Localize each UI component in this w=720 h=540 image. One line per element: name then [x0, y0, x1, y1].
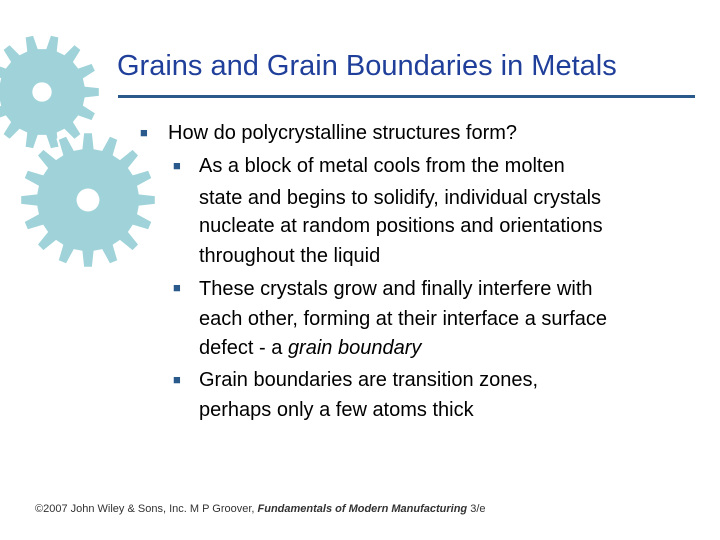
sub-bullet-2-line-3	[199, 336, 421, 360]
gear-icon	[20, 132, 156, 268]
footer-copyright: ©2007 John Wiley & Sons, Inc.	[35, 503, 187, 515]
footer-author: M P Groover,	[186, 503, 258, 515]
gear-hub	[32, 82, 51, 101]
sub-bullet-2-line-1: These crystals grow and finally interfere with	[199, 278, 593, 300]
footer-book-title: Fundamentals of Modern Manufacturing	[257, 503, 468, 515]
grain-boundary-term: grain boundary	[287, 337, 422, 359]
sub-bullet-1-line-1: As a block of metal cools from the molten	[199, 155, 565, 177]
sub-bullet-1-line-4: throughout the liquid	[199, 245, 381, 267]
bullet-marker-icon: ■	[173, 372, 181, 387]
footer-edition: 3/e	[467, 503, 486, 515]
sub-bullet-3-line-2: perhaps only a few atoms thick	[199, 399, 474, 421]
title-underline	[118, 95, 695, 98]
sub-bullet-2-prefix: defect ‑ a	[199, 337, 288, 359]
bullet-marker-icon: ■	[173, 280, 181, 295]
sub-bullet-2-line-2: each other, forming at their interface a surface	[199, 308, 607, 330]
gear-hub	[77, 189, 100, 212]
bullet-question: How do polycrystalline structures form?	[168, 122, 518, 144]
bullet-marker-icon: ■	[140, 125, 148, 140]
bullet-marker-icon: ■	[173, 158, 181, 173]
sub-bullet-1-line-2: state and begins to solidify, individual crystals	[199, 187, 602, 209]
slide-title: Grains and Grain Boundaries in Metals	[117, 50, 617, 82]
footer	[35, 503, 486, 515]
sub-bullet-1-line-3: nucleate at random positions and orientations	[199, 215, 603, 237]
sub-bullet-3-line-1: Grain boundaries are transition zones,	[199, 369, 539, 391]
